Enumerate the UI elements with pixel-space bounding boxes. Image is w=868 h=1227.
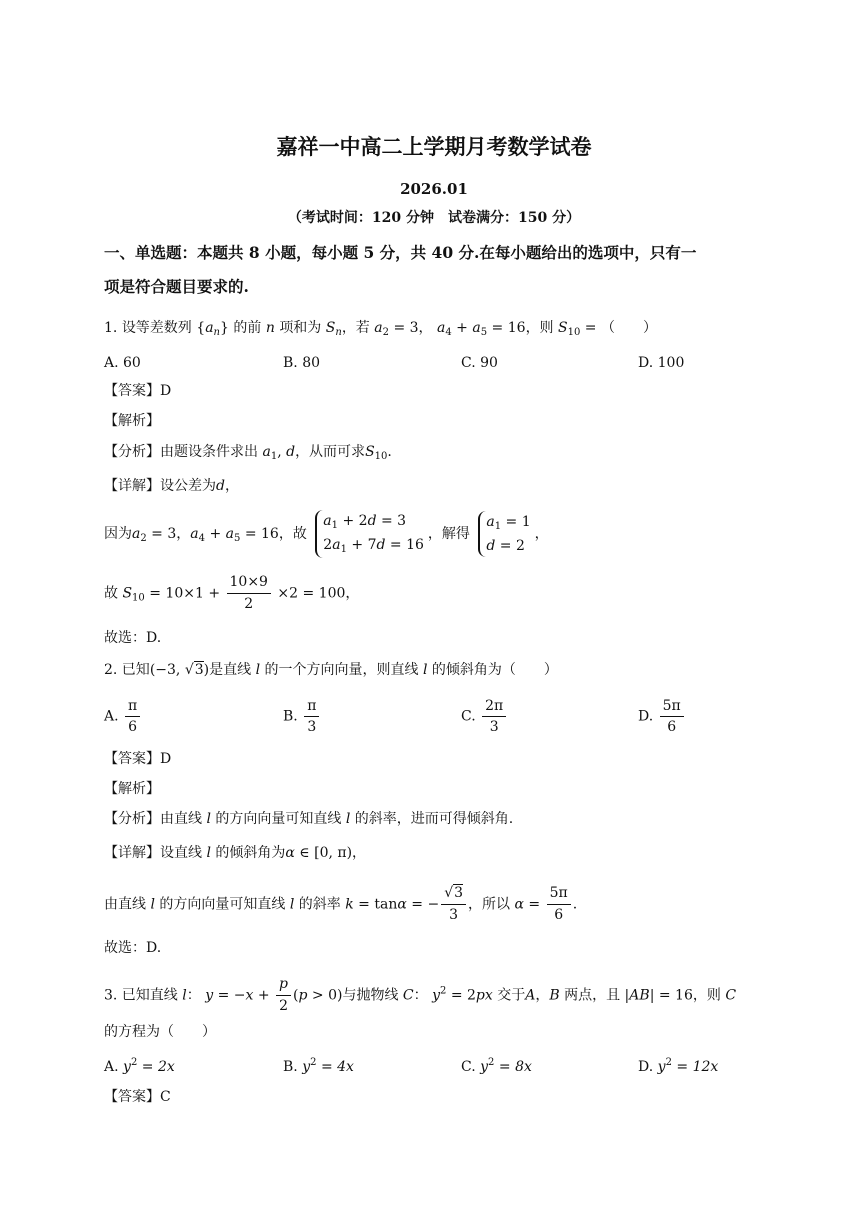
question-3-stem: 3. 已知直线 l： y = −x + $\frac{p}{2}$ (p > 0)与抛物线 C： $y^2 = 2px$ 交于A，B 两点，且 |AB| = 16，则 C <box>104 976 737 1014</box>
question-2-stem: 2. 已知(−3, √3)是直线 l 的一个方向向量，则直线 l 的倾斜角为（ ） <box>104 662 558 678</box>
q1-analysis: 【分析】由题设条件求出 $a_1$, d，从而可求$S_{10}$. <box>104 444 392 462</box>
q2-option-a: A. $\frac{\pi}{6}$ <box>104 698 142 735</box>
q1-option-c: C. 90 <box>461 355 498 371</box>
q1-answer: 【答案】D <box>104 383 172 399</box>
q2-detail-slope: 由直线 l 的方向向量可知直线 l 的斜率 k = tanα = − $\frac{√3}{3}$ ，所以 α = $\frac{5\pi}{6}$ . <box>104 885 578 923</box>
q1-solution-system: $a_1 = 1$ d = 2 <box>478 511 530 557</box>
question-1-stem: 1. 设等差数列 $\{a_n\}$ 的前 n 项和为 $S_n$，若 $a_2 = 3$， $a_4 + a_5 = 16$，则 $S_{10}$ = （ ） <box>104 320 657 338</box>
q1-option-a: A. 60 <box>104 355 141 371</box>
q1-jiexi: 【解析】 <box>104 413 160 429</box>
q2-analysis: 【分析】由直线 l 的方向向量可知直线 l 的斜率，进而可得倾斜角. <box>104 811 514 827</box>
q2-option-b: B. $\frac{\pi}{3}$ <box>283 698 321 735</box>
q1-option-b: B. 80 <box>283 355 321 371</box>
q1-choose: 故选：D. <box>104 630 162 646</box>
q2-jiexi: 【解析】 <box>104 781 160 797</box>
q3-answer: 【答案】C <box>104 1089 171 1105</box>
q1-detail-system: 因为$a_2 = 3$，$a_4 + a_5 = 16$，故 $a_1 + 2d = 3$ $2a_1 + 7d = 16$ ，解得 $a_1 = 1$ d = 2 ， <box>104 510 549 558</box>
q2-detail-intro: 【详解】设直线 l 的倾斜角为α ∈ [0, π)， <box>104 845 367 861</box>
section-heading-line1: 一、单选题：本题共 8 小题，每小题 5 分，共 40 分.在每小题给出的选项中，只有一 <box>104 243 697 262</box>
q3-option-d: D. $y^2 = 12x$ <box>638 1057 719 1075</box>
q3-option-c: C. $y^2 = 8x$ <box>461 1057 532 1075</box>
q2-option-c: C. $\frac{2\pi}{3}$ <box>461 698 508 735</box>
q1-equation-system: $a_1 + 2d = 3$ $2a_1 + 7d = 16$ <box>315 510 424 558</box>
section-heading-line2: 项是符合题目要求的. <box>104 277 249 296</box>
q2-option-d: D. $\frac{5\pi}{6}$ <box>638 698 686 735</box>
q1-detail-intro: 【详解】设公差为d， <box>104 478 239 494</box>
q3-option-b: B. $y^2 = 4x$ <box>283 1057 354 1075</box>
exam-info: （考试时间：120 分钟 试卷满分：150 分） <box>287 210 581 226</box>
q3-option-a: A. $y^2 = 2x$ <box>104 1057 175 1075</box>
exam-date: 2026.01 <box>400 180 468 198</box>
question-3-stem-line2: 的方程为（ ） <box>104 1024 216 1040</box>
q2-answer: 【答案】D <box>104 751 172 767</box>
q1-detail-sum: 故 $S_{10} = 10\times 1$ + $\frac{10\times 9}{2}$ ×2 = 100， <box>104 574 360 612</box>
q2-choose: 故选：D. <box>104 940 162 956</box>
exam-title: 嘉祥一中高二上学期月考数学试卷 <box>276 134 592 159</box>
q1-option-d: D. 100 <box>638 355 685 371</box>
